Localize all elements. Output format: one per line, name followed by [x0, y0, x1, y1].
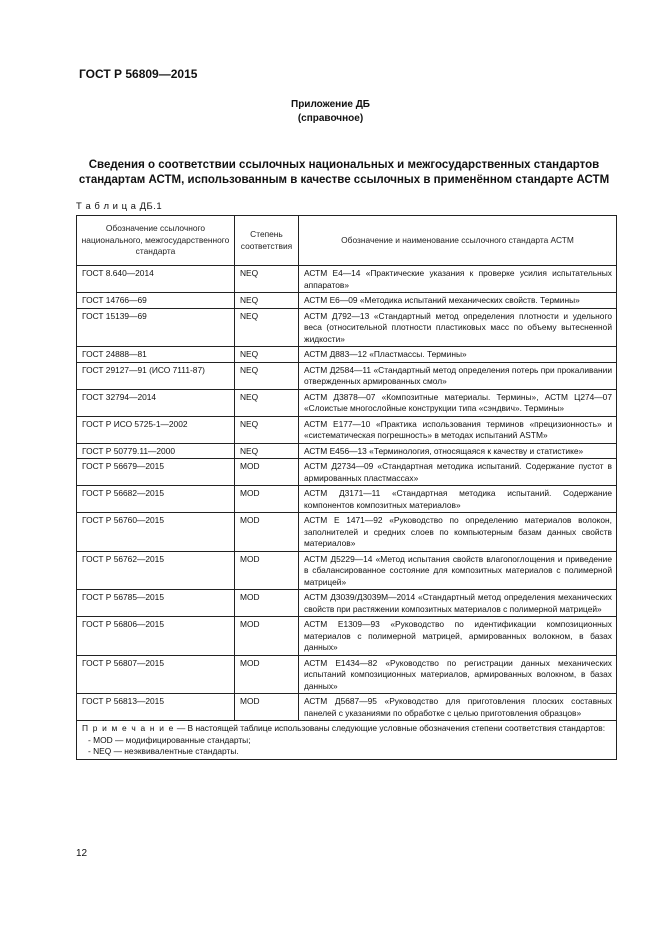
note-body: — В настоящей таблице использованы следующие условные обозначения степени соответствия стандартов:	[174, 723, 606, 733]
degree-cell: NEQ	[235, 293, 299, 309]
degree-cell: MOD	[235, 513, 299, 552]
degree-cell: NEQ	[235, 443, 299, 459]
table-row	[77, 416, 617, 443]
note-text	[82, 723, 612, 735]
note-item-mod: - MOD — модифицированные стандарты;	[88, 734, 251, 745]
national-standard-cell: ГОСТ Р 50779.11—2000	[77, 443, 235, 459]
astm-standard-cell: АСТМ Е 1471—92 «Руководство по определению материалов волокон, заполнителей и средних слоев по компьютерным базам данных свойств материалов»	[299, 513, 617, 552]
astm-standard-cell: АСТМ Е1434—82 «Руководство по регистрации данных механических испытаний композиционных материалов, армированных волокном, в базах данных»	[299, 655, 617, 694]
table-caption: Т а б л и ц а ДБ.1	[76, 201, 163, 212]
astm-standard-cell: АСТМ Е6—09 «Методика испытаний механических свойств. Термины»	[299, 293, 617, 309]
table-row	[77, 347, 617, 363]
table-header-row	[77, 216, 617, 266]
national-standard-cell: ГОСТ 24888—81	[77, 347, 235, 363]
header-degree: Степень соответствия	[235, 216, 299, 266]
national-standard-cell: ГОСТ Р 56806—2015	[77, 617, 235, 656]
astm-standard-cell: АСТМ Д792—13 «Стандартный метод определения плотности и удельного веса (относительной плотности пластиковых масс по объему вытесненной жидкости»	[299, 308, 617, 347]
table-row	[77, 443, 617, 459]
degree-cell: MOD	[235, 551, 299, 590]
degree-cell: NEQ	[235, 347, 299, 363]
astm-standard-cell: АСТМ Д2734—09 «Стандартная методика испытаний. Содержание пустот в армированных пластмассах»	[299, 459, 617, 486]
degree-cell: MOD	[235, 655, 299, 694]
astm-standard-cell: АСТМ Е456—13 «Терминология, относящаяся к качеству и статистике»	[299, 443, 617, 459]
table-row	[77, 266, 617, 293]
table-note-row	[77, 721, 617, 760]
astm-standard-cell: АСТМ Е1309—93 «Руководство по идентификации композиционных материалов с полимерной матрицей, армированных волокном, в базах данных»	[299, 617, 617, 656]
national-standard-cell: ГОСТ 15139—69	[77, 308, 235, 347]
table-row	[77, 655, 617, 694]
section-title-line: стандартам АСТМ, использованным в качестве ссылочных в применённом стандарте АСТМ	[78, 174, 610, 186]
appendix-subtitle: (справочное)	[297, 113, 364, 124]
astm-standard-cell: АСТМ Д3878—07 «Композитные материалы. Термины», АСТМ Ц274—07 «Слоистые многослойные конструкции типа «сэндвич». Термины»	[299, 389, 617, 416]
degree-cell: NEQ	[235, 362, 299, 389]
degree-cell: NEQ	[235, 308, 299, 347]
astm-standard-cell: АСТМ Д3171—11 «Стандартная методика испытаний. Содержание компонентов композитных материалов»	[299, 486, 617, 513]
table-row	[77, 308, 617, 347]
table-row	[77, 486, 617, 513]
table-note	[77, 721, 617, 760]
national-standard-cell: ГОСТ Р 56682—2015	[77, 486, 235, 513]
degree-cell: MOD	[235, 486, 299, 513]
note-item-neq: - NEQ — неэквивалентные стандарты.	[88, 746, 239, 756]
degree-cell: NEQ	[235, 416, 299, 443]
table-row	[77, 590, 617, 617]
astm-standard-cell: АСТМ Д3039/Д3039М—2014 «Стандартный метод определения механических свойств при растяжении композитных материалов с полимерной матрицей»	[299, 590, 617, 617]
table-row	[77, 293, 617, 309]
table-row	[77, 389, 617, 416]
degree-cell: MOD	[235, 459, 299, 486]
section-title-line: Сведения о соответствии ссылочных национальных и межгосударственных стандартов	[88, 159, 600, 171]
note-label: П р и м е ч а н и е	[82, 723, 175, 733]
national-standard-cell: ГОСТ Р 56807—2015	[77, 655, 235, 694]
astm-standard-cell: АСТМ Е4—14 «Практические указания к проверке усилия испытательных аппаратов»	[299, 266, 617, 293]
table-row	[77, 362, 617, 389]
national-standard-cell: ГОСТ Р 56760—2015	[77, 513, 235, 552]
astm-standard-cell: АСТМ Е177—10 «Практика использования терминов «прецизионность» и «систематическая погрешность» в методах испытаний ASTM»	[299, 416, 617, 443]
degree-cell: MOD	[235, 590, 299, 617]
page-number: 12	[76, 848, 88, 859]
degree-cell: NEQ	[235, 266, 299, 293]
standard-code: ГОСТ Р 56809—2015	[79, 67, 198, 81]
degree-cell: NEQ	[235, 389, 299, 416]
appendix-heading	[0, 98, 661, 126]
national-standard-cell: ГОСТ 29127—91 (ИСО 7111-87)	[77, 362, 235, 389]
national-standard-cell: ГОСТ 32794—2014	[77, 389, 235, 416]
astm-standard-cell: АСТМ Д5229—14 «Метод испытания свойств влагопоглощения и приведение в сбалансированное состояние для композитных материалов с полимерной матрицей»	[299, 551, 617, 590]
degree-cell: MOD	[235, 694, 299, 721]
table-row	[77, 513, 617, 552]
national-standard-cell: ГОСТ Р 56679—2015	[77, 459, 235, 486]
table-row	[77, 694, 617, 721]
table-body	[77, 266, 617, 721]
astm-standard-cell: АСТМ Д883—12 «Пластмассы. Термины»	[299, 347, 617, 363]
section-title	[74, 158, 614, 188]
table-row	[77, 617, 617, 656]
appendix-title: Приложение ДБ	[291, 99, 370, 110]
table-row	[77, 551, 617, 590]
header-national-standard: Обозначение ссылочного национального, межгосударственного стандарта	[77, 216, 235, 266]
national-standard-cell: ГОСТ Р ИСО 5725-1—2002	[77, 416, 235, 443]
table-row	[77, 459, 617, 486]
national-standard-cell: ГОСТ Р 56813—2015	[77, 694, 235, 721]
degree-cell: MOD	[235, 617, 299, 656]
astm-standard-cell: АСТМ Д5687—95 «Руководство для приготовления плоских составных панелей с указаниями по обработке с целью приготовления образцов»	[299, 694, 617, 721]
header-astm-standard: Обозначение и наименование ссылочного стандарта АСТМ	[299, 216, 617, 266]
national-standard-cell: ГОСТ 14766—69	[77, 293, 235, 309]
national-standard-cell: ГОСТ Р 56762—2015	[77, 551, 235, 590]
correspondence-table	[76, 215, 617, 760]
national-standard-cell: ГОСТ 8.640—2014	[77, 266, 235, 293]
astm-standard-cell: АСТМ Д2584—11 «Стандартный метод определения потерь при прокаливании отвержденных армированных смол»	[299, 362, 617, 389]
national-standard-cell: ГОСТ Р 56785—2015	[77, 590, 235, 617]
